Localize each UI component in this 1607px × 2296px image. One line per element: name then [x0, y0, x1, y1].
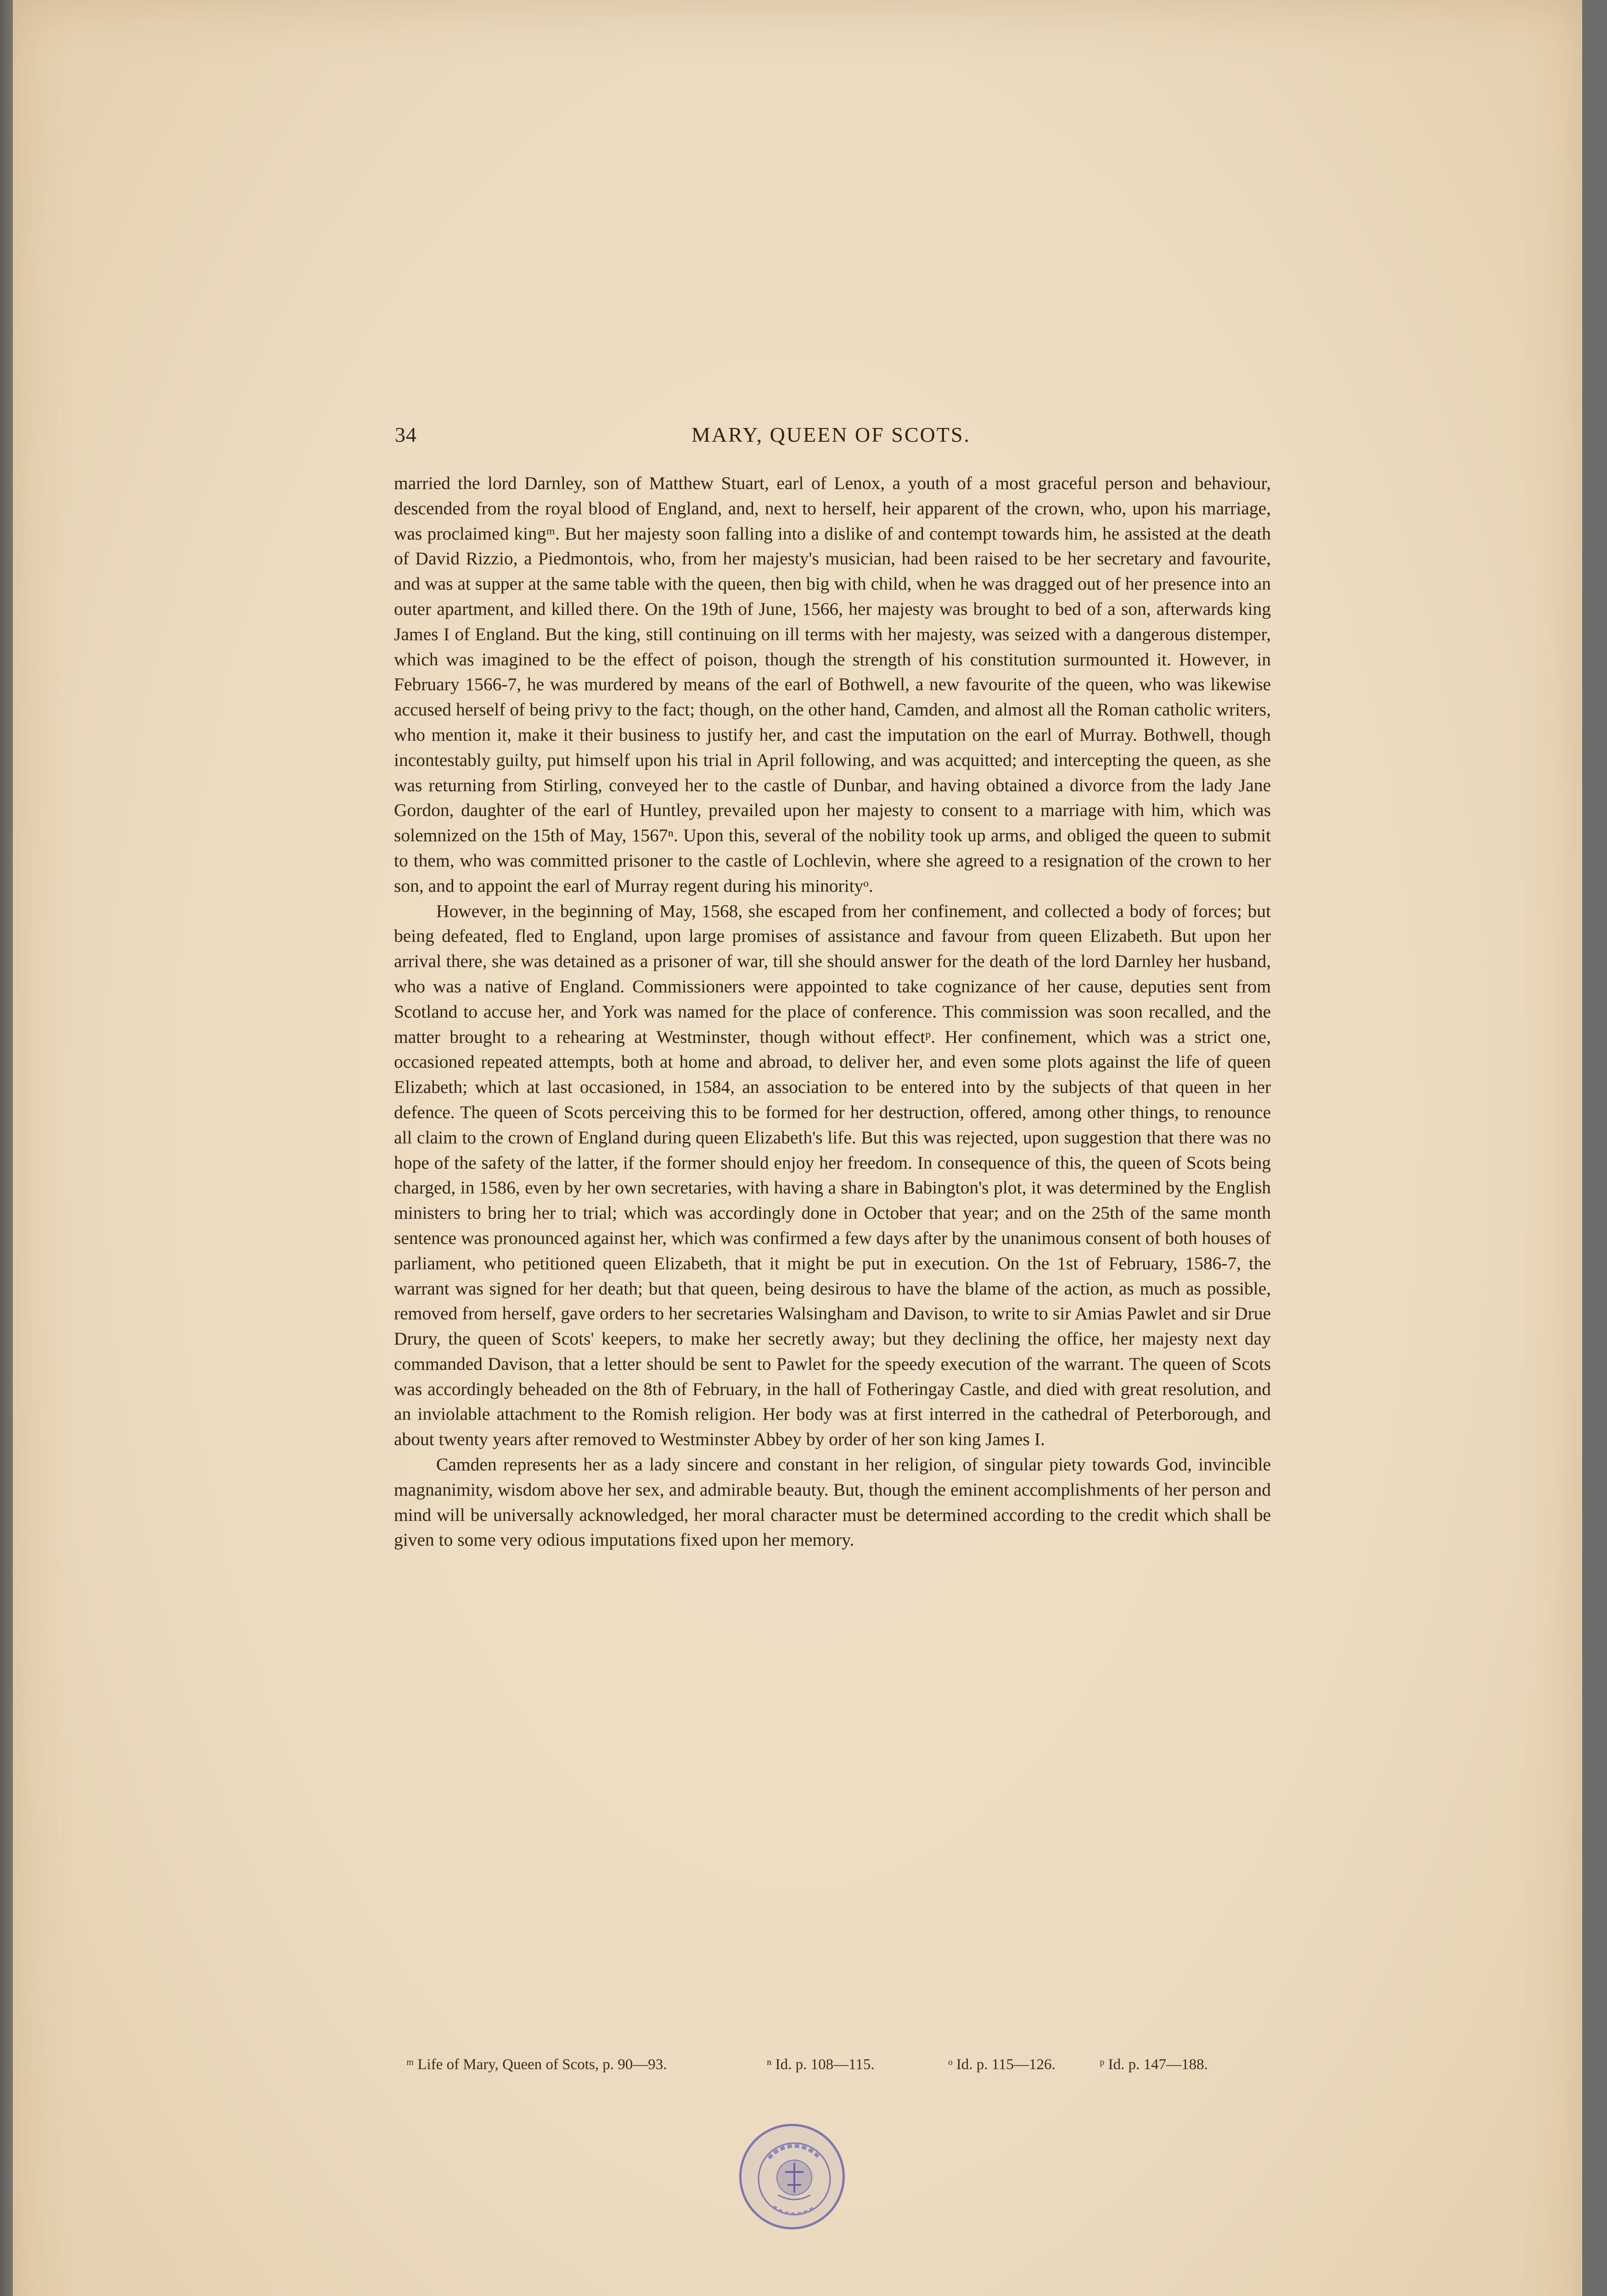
paragraph: However, in the beginning of May, 1568, she escaped from her confinement, and collected a body of forces; but being defeated, fled to England, upon large promises of assistance and favour from queen Elizabeth. But upon her arrival there, she was detained as a prisoner of war, till she should answer for the death of the lord Darnley her husband, who was a native of England. Commissioners were appointed to take cognizance of her cause, deputies sent from Scotland to accuse her, and York was named for the place of conference. This commission was soon recalled, and the matter brought to a rehearing at Westminster, though without effectᵖ. Her confinement, which was a strict one, occasioned repeated attempts, both at home and abroad, to deliver her, and even some plots against the life of queen Elizabeth; which at last occasioned, in 1584, an association to be entered into by the subjects of that queen in her defence. The queen of Scots perceiving this to be formed for her destruction, offered, among other things, to renounce all claim to the crown of England during queen Elizabeth's life. But this was rejected, upon suggestion that there was no hope of the safety of the latter, if the former should enjoy her freedom. In consequence of this, the queen of Scots being charged, in 1586, even by her own secretaries, with having a share in Babington's plot, it was determined by the English ministers to bring her to trial; which was accordingly done in October that year; and on the 25th of the same month sentence was pronounced against her, which was confirmed a few days after by the unanimous consent of both houses of parliament, who petitioned queen Elizabeth, that it might be put in execution. On the 1st of February, 1586-7, the warrant was signed for her death; but that queen, being desirous to have the blame of the action, as much as possible, removed from herself, gave orders to her secretaries Walsingham and Davison, to write to sir Amias Pawlet and sir Drue Drury, the queen of Scots' keepers, to make her secretly away; but they declining the office, her majesty next day commanded Davison, that a letter should be sent to Pawlet for the speedy execution of the warrant. The queen of Scots was accordingly beheaded on the 8th of February, in the hall of Fotheringay Castle, and died with great resolution, and an inviolable attachment to the Romish religion. Her body was at first interred in the cathedral of Peterborough, and about twenty years after removed to Westminster Abbey by order of her son king James I.: [394, 900, 1271, 1450]
running-head: MARY, QUEEN OF SCOTS.: [691, 423, 971, 446]
footnote: ᵖ Id. p. 147—188.: [1100, 2056, 1208, 2073]
body-text: [394, 471, 1271, 1553]
paragraph: married the lord Darnley, son of Matthew Stuart, earl of Lenox, a youth of a most graceful person and behaviour, descended from the royal blood of England, and, next to herself, heir apparent of the crown, who, upon his marriage, was proclaimed kingᵐ. But her majesty soon falling into a dislike of and contempt towards him, he assisted at the death of David Rizzio, a Piedmontois, who, from her majesty's musician, had been raised to be her secretary and favourite, and was at supper at the same table with the queen, then big with child, when he was dragged out of her presence into an outer apartment, and killed there. On the 19th of June, 1566, her majesty was brought to bed of a son, afterwards king James I of England. But the king, still continuing on ill terms with her majesty, was seized with a dangerous distemper, which was imagined to be the effect of poison, though the strength of his constitution surmounted it. However, in February 1566-7, he was murdered by means of the earl of Bothwell, a new favourite of the queen, who was likewise accused herself of being privy to the fact; though, on the other hand, Camden, and almost all the Roman catholic writers, who mention it, make it their business to justify her, and cast the imputation on the earl of Murray. Bothwell, though incontestably guilty, put himself upon his trial in April following, and was acquitted; and intercepting the queen, as she was returning from Stirling, conveyed her to the castle of Dunbar, and having obtained a divorce from the lady Jane Gordon, daughter of the earl of Huntley, prevailed upon her majesty to consent to a marriage with him, which was solemnized on the 15th of May, 1567ⁿ. Upon this, several of the nobility took up arms, and obliged the queen to submit to them, who was committed prisoner to the castle of Lochlevin, where she agreed to a resignation of the crown to her son, and to appoint the earl of Murray regent during his minorityᵒ.: [394, 473, 1271, 896]
library-stamp-icon: [739, 2124, 845, 2229]
page-header: [395, 422, 1267, 455]
page-number: 34: [395, 423, 417, 446]
footnotes: [406, 2056, 1270, 2079]
footnote: ⁿ Id. p. 108—115.: [767, 2056, 875, 2073]
footnote: ᵒ Id. p. 115—126.: [948, 2056, 1056, 2073]
paragraph: Camden represents her as a lady sincere and constant in her religion, of singular piety towards God, invincible magnanimity, wisdom above her sex, and admirable beauty. But, though the eminent accomplishments of her person and mind will be universally acknowledged, her moral character must be determined according to the credit which shall be given to some very odious imputations fixed upon her memory.: [394, 1454, 1271, 1550]
footnote: ᵐ Life of Mary, Queen of Scots, p. 90—93.: [406, 2056, 667, 2073]
